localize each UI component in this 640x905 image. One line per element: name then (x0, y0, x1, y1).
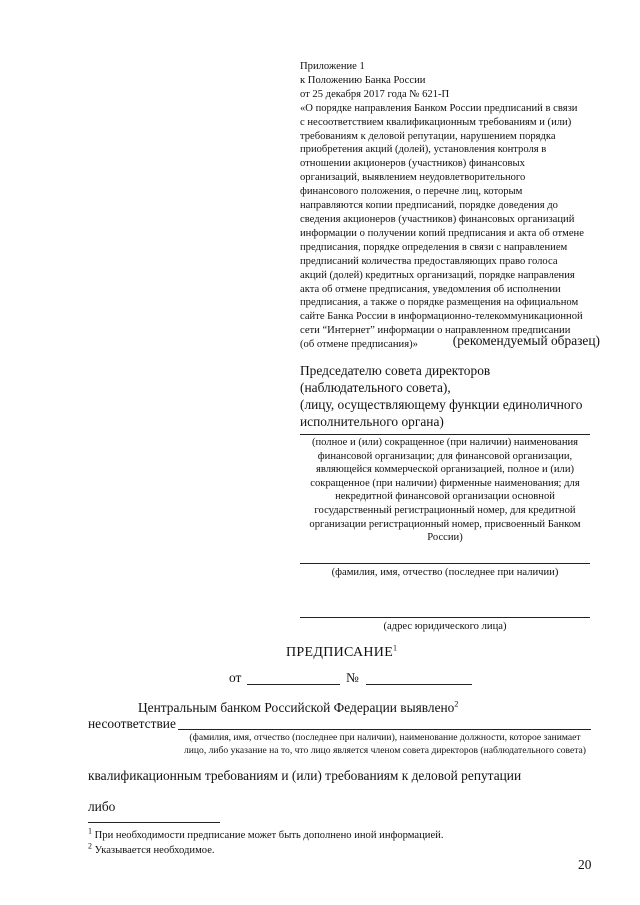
appendix-line: финансового положения, о перечне лиц, которым (300, 186, 523, 198)
document-title (286, 645, 397, 661)
appendix-line: направляются копии предписаний, порядке доведения до (300, 200, 558, 212)
title-text: ПРЕДПИСАНИЕ (286, 645, 394, 660)
title-footnote-mark: 1 (393, 643, 398, 653)
appendix-line: информации о получении копий предписания и акта об отмене (300, 227, 584, 239)
addressee-line: (лицу, осуществляющему функции единоличного (300, 397, 583, 412)
addressee-line: Председателю совета директоров (300, 363, 491, 378)
body-detected-text: Центральным банком Российской Федерации выявлено (138, 700, 455, 715)
footnote-mark: 1 (88, 826, 92, 836)
addressee-block (300, 362, 620, 430)
appendix-line: предписания, порядке определения в связи с направлением (300, 241, 568, 253)
fio-line (300, 563, 590, 564)
date-field-line (247, 684, 340, 685)
appendix-line: предписания, а также о порядке размещения на официальном (300, 297, 579, 309)
person-caption-line: лицо, либо указание на то, что лицо является членом совета директоров (наблюдательного совета) (183, 745, 587, 757)
org-name-caption (298, 436, 592, 545)
appendix-line: (об отмене предписания)» (300, 339, 418, 351)
mismatch-label: несоответствие (88, 716, 176, 731)
footnote-text: При необходимости предписание может быть дополнено иной информацией. (94, 830, 444, 841)
address-line (300, 617, 590, 618)
appendix-line: сайте Банка России в информационно-телекоммуникационной (300, 311, 583, 323)
footnote-text: Указывается необходимое. (94, 845, 215, 856)
org-caption-line: государственный регистрационный номер, для кредитной (314, 504, 576, 516)
body-line-1 (138, 699, 458, 716)
org-caption-line: финансовой организации; для финансовой организации, (317, 450, 573, 462)
appendix-line: от 25 декабря 2017 года № 621-П (300, 88, 450, 100)
appendix-line: акта об отмене предписания, уведомления об исполнении (300, 283, 561, 295)
org-caption-line: (полное и (или) сокращенное (при наличии) наименования (311, 437, 579, 448)
footnote-2 (88, 841, 215, 858)
or-text: либо (88, 799, 116, 814)
org-name-line (300, 434, 590, 435)
addressee-line: исполнительного органа) (300, 414, 444, 429)
appendix-line: Приложение 1 (300, 61, 365, 72)
appendix-line: сети “Интернет” информации о направленном предписании (300, 325, 571, 337)
appendix-line: отношении акционеров (участников) финансовых (300, 158, 525, 170)
address-caption: (адрес юридического лица) (383, 621, 507, 632)
body-footnote-mark: 2 (454, 699, 459, 709)
org-caption-line: России) (427, 532, 463, 544)
footnote-1 (88, 826, 444, 843)
org-caption-line: некредитной финансовой организации основной (335, 491, 555, 503)
fio-caption: (фамилия, имя, отчество (последнее при наличии) (331, 567, 559, 578)
recommended-sample-label: (рекомендуемый образец) (452, 333, 600, 348)
appendix-line: с несоответствием квалификационным требованиям и (или) (300, 116, 572, 128)
number-field-line (366, 684, 472, 685)
footnote-mark: 2 (88, 841, 92, 851)
org-caption-line: являющейся коммерческой организацией, полное и (или) (315, 464, 575, 476)
appendix-header (300, 60, 620, 352)
appendix-line: акций (долей) кредитных организаций, порядке направления (300, 269, 575, 281)
person-field-line (178, 729, 591, 730)
from-label: от (229, 670, 242, 685)
appendix-line: приобретения акций (долей), установления контроля в (300, 144, 547, 156)
number-label: № (346, 670, 359, 685)
appendix-line: «О порядке направления Банком России предписаний в связи (300, 102, 578, 114)
page-number: 20 (578, 857, 592, 872)
org-caption-line: организации регистрационный номер, присвоенный Банком (309, 518, 581, 530)
footnote-separator (88, 822, 220, 823)
org-caption-line: сокращенное (при наличии) фирменные наименования; для (310, 477, 580, 489)
appendix-line: сведения акционеров (участников) финансовых организаций (300, 213, 575, 225)
person-caption (176, 731, 594, 758)
appendix-line: к Положению Банка России (300, 74, 426, 86)
person-caption-line: (фамилия, имя, отчество (последнее при наличии), наименование должности, которое занимает (189, 732, 581, 743)
appendix-line: предписаний количества предоставляющих право голоса (300, 255, 558, 267)
appendix-line: организаций, выявлением неудовлетворительного (300, 172, 526, 184)
requirements-text: квалификационным требованиям и (или) требованиям к деловой репутации (88, 768, 522, 783)
appendix-line: требованиям к деловой репутации, нарушением порядка (300, 130, 556, 142)
addressee-line: (наблюдательного совета), (300, 380, 451, 395)
